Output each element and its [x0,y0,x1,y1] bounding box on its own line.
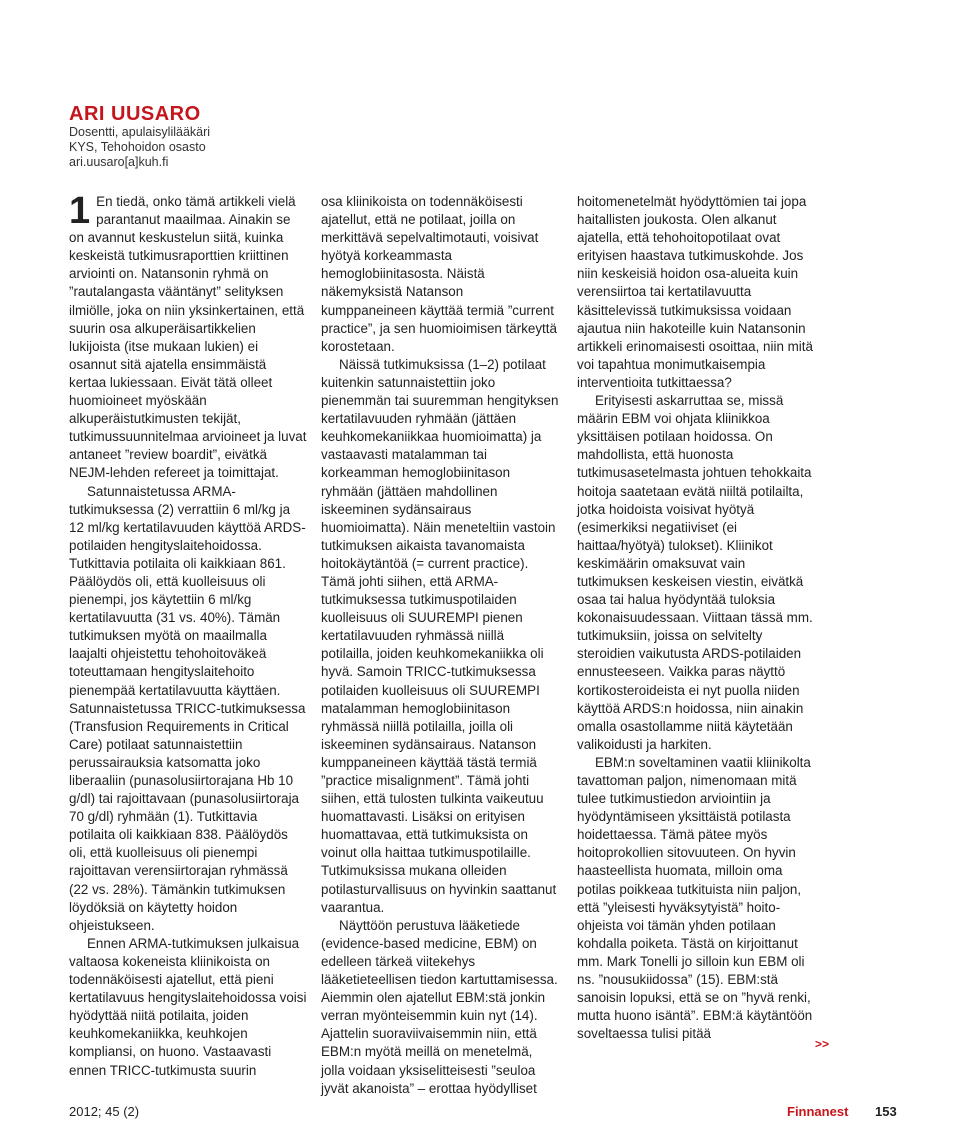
article-column-3 [577,193,817,1043]
paragraph: osa kliinikoista on todennäköisesti ajatellut, että ne potilaat, joilla on merkittävä sepelvaltimotauti, voisivat hyötyä korkeammasta hemoglobiinitasosta. Näistä näkemyksistä Natanson kumppaneineen käyttää termiä ”current practice”, ja sen huomioimisen tärkeyttä korostetaan. [321,194,557,354]
drop-cap: 1 [69,190,91,232]
author-title: Dosentti, apulaisylilääkäri [69,125,211,139]
author-name: ARI UUSARO [69,103,201,125]
page-number: 153 [875,1104,897,1119]
author-affiliation: KYS, Tehohoidon osasto [69,140,206,154]
article-column-1 [69,190,307,1080]
author-block [69,103,369,170]
journal-name: Finnanest [787,1104,849,1119]
paragraph: EBM:n soveltaminen vaatii kliinikolta tavattoman paljon, nimenomaan mitä tulee tutkimustiedon arviointiin ja hyödyntämiseen yksittäistä potilasta hoidettaessa. Tämä pätee myös hoitoprokollien sitovuuteen. On hyvin haasteellista huomata, milloin oma potilas poikkeaa tutkituista niin paljon, että ”yleisesti hyväksytyistä” hoito-ohjeista voi tämän yhden potilaan kohdalla poiketa. Tästä on kirjoittanut mm. Mark Tonelli jo silloin kun EBM oli ns. ”nousukiidossa” (15). EBM:stä sanoisin lopuksi, että se on ”hyvä renki, mutta huono isäntä”. EBM:ä käytäntöön soveltaessa tulisi pitää [577,754,813,1042]
paragraph: Erityisesti askarruttaa se, missä määrin EBM voi ohjata kliinikkoa yksittäisen potilaan hoidossa. On mahdollista, että huonosta tutkimusasetelmasta johtuen tehokkaita hoitoja saatetaan evätä niiltä potilailta, jotka hoidoista voisivat hyötyä (esimerkiksi negatiiviset (ei haittaa/hyötyä) tulokset). Kliinikot keskimäärin omaksuvat vain tutkimuksen keskeisen viestin, eivätkä osaa tai halua hyödyntää tuloksia kokonaisuudessaan. Viittaan tässä mm. tutkimuksiin, joissa on selvitelty steroidien vaikutusta ARDS-potilaiden ennusteeseen. Vaikka paras näyttö kortikosteroideista ei nyt puolla niiden käyttöä ARDS:n hoidossa, niin ainakin omalla osastollamme niitä käytetään valikoidusti ja harkiten. [577,393,813,752]
article-column-2 [321,193,559,1098]
paragraph: Näissä tutkimuksissa (1–2) potilaat kuitenkin satunnaistettiin joko pienemmän tai suuremman hengityksen kertatilavuuden ryhmään (jättäen keuhkomekaniikkaa huomioimatta) ja vastaavasti matalamman tai korkeamman hemoglobiinitason ryhmään (jättäen mahdollinen iskeeminen sydänsairaus huomioimatta). Näin meneteltiin vastoin tutkimuksen aikaista tavanomaista hoitokäytäntöä (= current practice). Tämä johti siihen, että ARMA-tutkimuksessa tutkimuspotilaiden kuolleisuus oli SUUREMPI pienen kertatilavuuden ryhmässä niillä potilailla, joiden keuhkomekaniikka oli hyvä. Samoin TRICC-tutkimuksessa potilaiden kuolleisuus oli SUUREMPI matalamman hemoglobiinitason ryhmässä niillä potilailla, joilla oli iskeeminen sydänsairaus. Natanson kumppaneineen käyttää tästä termiä ”practice misalignment”. Tämä johti siihen, että tulosten tulkinta vaikeutuu huomattavasti. Lisäksi on erityisen huomattavaa, että tutkimuksista on voinut olla haittaa tutkimuspotilaille. Tutkimuksissa mukana olleiden potilasturvallisuus on hyvinkin saattanut vaarantua. [321,356,559,915]
paragraph-text: En tiedä, onko tämä artikkeli vielä parantanut maailmaa. Ainakin se on avannut keskustelun siitä, kuinka keskeistä tutkimusraporttien kriittinen arviointi on. Natansonin ryhmä on ”rautalangasta vääntänyt” selityksen ilmiölle, joka on niin yksinkertainen, että suurin osa alkuperäisartikkelien lukijoista (itse mukaan lukien) ei osannut sitä ajatella ensimmäistä kertaa lukiessaan. Eivät tätä olleet huomioineet myöskään alkuperäistutkimusten tekijät, tutkimussuunnitelmaa arvioineet ja luvat antaneet ”review boardit”, eivätkä NEJM-lehden refereet ja toimittajat. [69,194,307,481]
author-email[interactable]: ari.uusaro[a]kuh.fi [69,155,169,169]
issue-info: 2012; 45 (2) [69,1104,140,1119]
paragraph: Näyttöön perustuva lääketiede (evidence-based medicine, EBM) on edelleen tärkeä viitekehys lääketieteellisen tiedon kartuttamisessa. Aiemmin olen ajatellut EBM:stä jonkin verran myönteisemmin kuin nyt (14). Ajattelin suoraviivaisemmin niin, että EBM:n myötä meillä on menetelmä, jolla voidaan yksiselitteisesti ”seuloa jyvät akanoista” – erottaa hyödylliset [321,917,558,1096]
paragraph: Ennen ARMA-tutkimuksen julkaisua valtaosa kokeneista kliinikoista on todennäköisesti ajatellut, että pieni kertatilavuus hengityslaitehoidossa voisi hyödyttää niitä potilaita, joiden keuhkomekaniikka, keuhkojen kompliansi, on huono. Vastaavasti ennen TRICC-tutkimusta suurin [69,935,307,1078]
continue-arrow-icon: >> [815,1037,830,1051]
paragraph: Satunnaistetussa ARMA-tutkimuksessa (2) verrattiin 6 ml/kg ja 12 ml/kg kertatilavuuden käyttöä ARDS-potilaiden hengityslaitehoidossa. Tutkittavia potilaita oli kaikkiaan 861. Päälöydös oli, että kuolleisuus oli pienempi, jos käytettiin 6 ml/kg kertatilavuutta (31 vs. 40%). Tämän tutkimuksen myötä on maailmalla laajalti ohjeistettu tehohoitoväkeä toteuttamaan hengityslaitehoito pienempää kertatilavuutta käyttäen. Satunnaistetussa TRICC-tutkimuksessa (Transfusion Requirements in Critical Care) potilaat satunnaistettiin perussairauksia katsomatta joko liberaaliin (punasolusiirtorajana Hb 10 g/dl) tai rajoittavaan (punasolusiirtoraja 70 g/dl) ryhmään (1). Tutkittavia potilaita oli kaikkiaan 838. Päälöydös oli, että kuolleisuus oli pienempi rajoittavan verensiirtorajan ryhmässä (22 vs. 28%). Tämänkin tutkimuksen löydöksiä on käytetty hoidon ohjeistukseen. [69,483,306,933]
paragraph [69,190,307,483]
paragraph: hoitomenetelmät hyödyttömien tai jopa haitallisten joukosta. Olen alkanut ajatella, että tehohoitopotilaat ovat erityisen haastava tutkimuskohde. Jos niin keskeisiä hoidon osa-alueita kuin verensiirtoa tai kertatilavuutta käsittelevissä tutkimuksissa voidaan ajautua niin hakoteille kuin Natansonin artikkeli erinomaisesti osoittaa, niin mitä voi tapahtua monimutkaisempia interventioita tutkittaessa? [577,194,813,390]
